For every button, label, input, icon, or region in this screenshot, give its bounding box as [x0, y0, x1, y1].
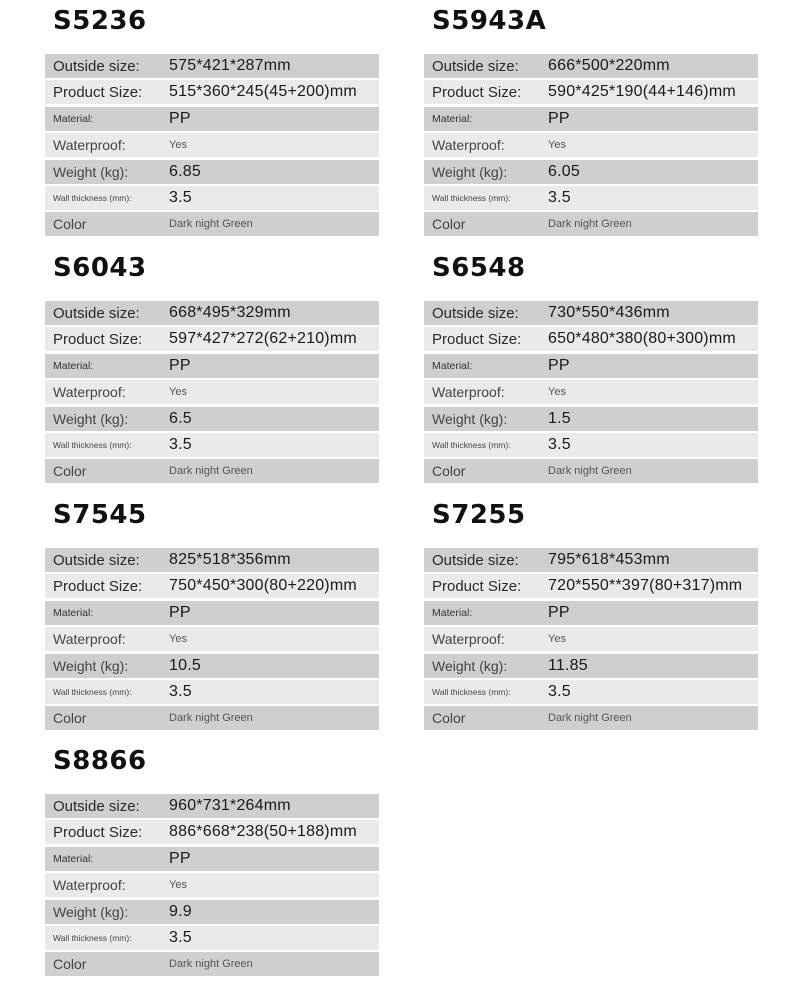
spec-value-color: Dark night Green — [548, 218, 632, 231]
spec-value-waterproof: Yes — [169, 633, 187, 646]
spec-label-weight: Weight (kg): — [53, 657, 129, 674]
spec-value-waterproof: Yes — [169, 386, 187, 399]
spec-row-color — [45, 212, 379, 236]
spec-value-product-size: 597*427*272(62+210)mm — [169, 330, 357, 348]
spec-label-product-size: Product Size: — [53, 577, 143, 595]
spec-value-color: Dark night Green — [169, 218, 253, 231]
spec-value-product-size: 590*425*190(44+146)mm — [548, 83, 736, 101]
spec-label-material: Material: — [53, 852, 94, 865]
spec-row-weight — [424, 407, 758, 431]
spec-value-material: PP — [548, 356, 570, 374]
spec-label-material: Material: — [53, 112, 94, 125]
spec-label-color: Color — [53, 956, 87, 973]
spec-value-wall-thickness: 3.5 — [169, 928, 192, 946]
spec-row-waterproof — [424, 627, 758, 651]
spec-label-wall-thickness: Wall thickness (mm): — [432, 439, 511, 450]
spec-label-color: Color — [53, 463, 87, 480]
spec-row-waterproof — [424, 380, 758, 404]
spec-value-wall-thickness: 3.5 — [169, 188, 192, 206]
spec-row-outside-size — [424, 548, 758, 572]
spec-value-wall-thickness: 3.5 — [548, 435, 571, 453]
spec-label-wall-thickness: Wall thickness (mm): — [53, 439, 132, 450]
spec-label-color: Color — [53, 710, 87, 727]
spec-value-waterproof: Yes — [548, 633, 566, 646]
spec-label-material: Material: — [432, 606, 473, 619]
spec-value-weight: 6.85 — [169, 162, 201, 180]
spec-label-outside-size: Outside size: — [432, 304, 519, 322]
spec-row-material — [424, 601, 758, 625]
spec-label-material: Material: — [432, 112, 473, 125]
spec-label-color: Color — [53, 216, 87, 233]
spec-value-material: PP — [548, 109, 570, 127]
spec-value-product-size: 515*360*245(45+200)mm — [169, 83, 357, 101]
spec-label-outside-size: Outside size: — [53, 797, 140, 815]
spec-label-outside-size: Outside size: — [432, 57, 519, 75]
spec-value-waterproof: Yes — [169, 879, 187, 892]
spec-value-material: PP — [169, 356, 191, 374]
spec-row-wall-thickness — [424, 433, 758, 457]
spec-value-waterproof: Yes — [548, 139, 566, 152]
spec-row-wall-thickness — [45, 186, 379, 210]
spec-label-wall-thickness: Wall thickness (mm): — [432, 686, 511, 697]
product-card — [45, 6, 379, 239]
model-title: S6548 — [432, 253, 526, 283]
spec-row-waterproof — [45, 873, 379, 897]
spec-row-outside-size — [45, 54, 379, 78]
model-title: S7545 — [53, 500, 147, 530]
product-card — [45, 746, 379, 979]
spec-value-material: PP — [548, 603, 570, 621]
spec-label-waterproof: Waterproof: — [432, 137, 505, 154]
model-title: S8866 — [53, 746, 147, 776]
spec-label-waterproof: Waterproof: — [53, 137, 126, 154]
spec-label-wall-thickness: Wall thickness (mm): — [53, 192, 132, 203]
spec-label-color: Color — [432, 710, 466, 727]
spec-label-material: Material: — [53, 359, 94, 372]
spec-label-weight: Weight (kg): — [53, 163, 129, 180]
spec-row-weight — [45, 654, 379, 678]
spec-value-outside-size: 825*518*356mm — [169, 551, 291, 568]
spec-value-weight: 11.85 — [548, 656, 588, 674]
spec-row-color — [424, 212, 758, 236]
spec-label-outside-size: Outside size: — [53, 57, 140, 75]
model-title: S6043 — [53, 253, 147, 283]
spec-row-product-size — [45, 80, 379, 104]
spec-label-product-size: Product Size: — [432, 83, 522, 101]
spec-label-wall-thickness: Wall thickness (mm): — [432, 192, 511, 203]
spec-label-product-size: Product Size: — [53, 83, 143, 101]
spec-row-waterproof — [45, 627, 379, 651]
spec-value-product-size: 886*668*238(50+188)mm — [169, 823, 357, 841]
spec-row-weight — [45, 900, 379, 924]
spec-row-outside-size — [45, 794, 379, 818]
spec-row-weight — [45, 160, 379, 184]
product-card — [424, 500, 758, 733]
model-title: S5236 — [53, 6, 147, 36]
spec-label-color: Color — [432, 216, 466, 233]
product-card — [424, 6, 758, 239]
spec-value-outside-size: 960*731*264mm — [169, 797, 291, 814]
spec-label-wall-thickness: Wall thickness (mm): — [53, 686, 132, 697]
spec-row-material — [45, 601, 379, 625]
spec-row-outside-size — [424, 54, 758, 78]
spec-value-color: Dark night Green — [548, 465, 632, 478]
spec-value-wall-thickness: 3.5 — [169, 435, 192, 453]
spec-row-product-size — [45, 327, 379, 351]
spec-row-material — [45, 107, 379, 131]
spec-value-product-size: 720*550**397(80+317)mm — [548, 577, 743, 595]
spec-row-outside-size — [45, 548, 379, 572]
spec-value-outside-size: 668*495*329mm — [169, 304, 291, 321]
spec-value-outside-size: 795*618*453mm — [548, 551, 670, 568]
spec-value-wall-thickness: 3.5 — [548, 682, 571, 700]
spec-label-wall-thickness: Wall thickness (mm): — [53, 932, 132, 943]
spec-row-waterproof — [45, 133, 379, 157]
spec-row-wall-thickness — [45, 926, 379, 950]
product-card — [45, 253, 379, 486]
spec-row-wall-thickness — [424, 186, 758, 210]
spec-value-material: PP — [169, 109, 191, 127]
spec-value-color: Dark night Green — [548, 712, 632, 725]
spec-label-outside-size: Outside size: — [432, 551, 519, 569]
product-card — [424, 253, 758, 486]
spec-row-color — [424, 459, 758, 483]
spec-row-weight — [45, 407, 379, 431]
spec-row-material — [45, 354, 379, 378]
spec-label-product-size: Product Size: — [53, 330, 143, 348]
spec-row-color — [424, 706, 758, 730]
spec-label-weight: Weight (kg): — [432, 410, 508, 427]
spec-label-waterproof: Waterproof: — [53, 631, 126, 648]
spec-row-product-size — [424, 80, 758, 104]
spec-label-waterproof: Waterproof: — [432, 384, 505, 401]
spec-label-product-size: Product Size: — [53, 823, 143, 841]
spec-value-weight: 9.9 — [169, 902, 192, 920]
spec-row-weight — [424, 160, 758, 184]
spec-label-waterproof: Waterproof: — [432, 631, 505, 648]
spec-row-product-size — [45, 820, 379, 844]
spec-label-weight: Weight (kg): — [53, 410, 129, 427]
spec-value-color: Dark night Green — [169, 958, 253, 971]
spec-row-product-size — [424, 574, 758, 598]
spec-row-weight — [424, 654, 758, 678]
spec-value-weight: 1.5 — [548, 409, 571, 427]
spec-label-product-size: Product Size: — [432, 577, 522, 595]
product-card — [45, 500, 379, 733]
spec-row-outside-size — [45, 301, 379, 325]
spec-label-material: Material: — [432, 359, 473, 372]
spec-value-outside-size: 575*421*287mm — [169, 57, 291, 74]
spec-label-material: Material: — [53, 606, 94, 619]
spec-value-material: PP — [169, 603, 191, 621]
model-title: S7255 — [432, 500, 526, 530]
spec-value-color: Dark night Green — [169, 465, 253, 478]
spec-value-wall-thickness: 3.5 — [169, 682, 192, 700]
spec-label-weight: Weight (kg): — [432, 657, 508, 674]
spec-row-product-size — [424, 327, 758, 351]
spec-label-color: Color — [432, 463, 466, 480]
spec-row-material — [424, 354, 758, 378]
spec-label-outside-size: Outside size: — [53, 304, 140, 322]
spec-row-waterproof — [424, 133, 758, 157]
spec-value-weight: 6.5 — [169, 409, 192, 427]
spec-row-color — [45, 706, 379, 730]
spec-row-outside-size — [424, 301, 758, 325]
spec-row-wall-thickness — [45, 680, 379, 704]
spec-value-weight: 10.5 — [169, 656, 201, 674]
spec-row-wall-thickness — [45, 433, 379, 457]
spec-row-material — [45, 847, 379, 871]
spec-label-product-size: Product Size: — [432, 330, 522, 348]
spec-row-waterproof — [45, 380, 379, 404]
spec-value-outside-size: 666*500*220mm — [548, 57, 670, 74]
spec-label-waterproof: Waterproof: — [53, 384, 126, 401]
spec-value-outside-size: 730*550*436mm — [548, 304, 670, 321]
spec-row-color — [45, 952, 379, 976]
spec-row-wall-thickness — [424, 680, 758, 704]
spec-value-material: PP — [169, 849, 191, 867]
spec-row-product-size — [45, 574, 379, 598]
spec-label-outside-size: Outside size: — [53, 551, 140, 569]
spec-value-waterproof: Yes — [169, 139, 187, 152]
spec-value-waterproof: Yes — [548, 386, 566, 399]
model-title: S5943A — [432, 6, 547, 36]
spec-label-weight: Weight (kg): — [432, 163, 508, 180]
spec-row-material — [424, 107, 758, 131]
spec-label-weight: Weight (kg): — [53, 903, 129, 920]
spec-label-waterproof: Waterproof: — [53, 877, 126, 894]
spec-value-wall-thickness: 3.5 — [548, 188, 571, 206]
spec-value-color: Dark night Green — [169, 712, 253, 725]
spec-value-weight: 6.05 — [548, 162, 580, 180]
spec-value-product-size: 750*450*300(80+220)mm — [169, 577, 357, 595]
spec-value-product-size: 650*480*380(80+300)mm — [548, 330, 736, 348]
spec-row-color — [45, 459, 379, 483]
